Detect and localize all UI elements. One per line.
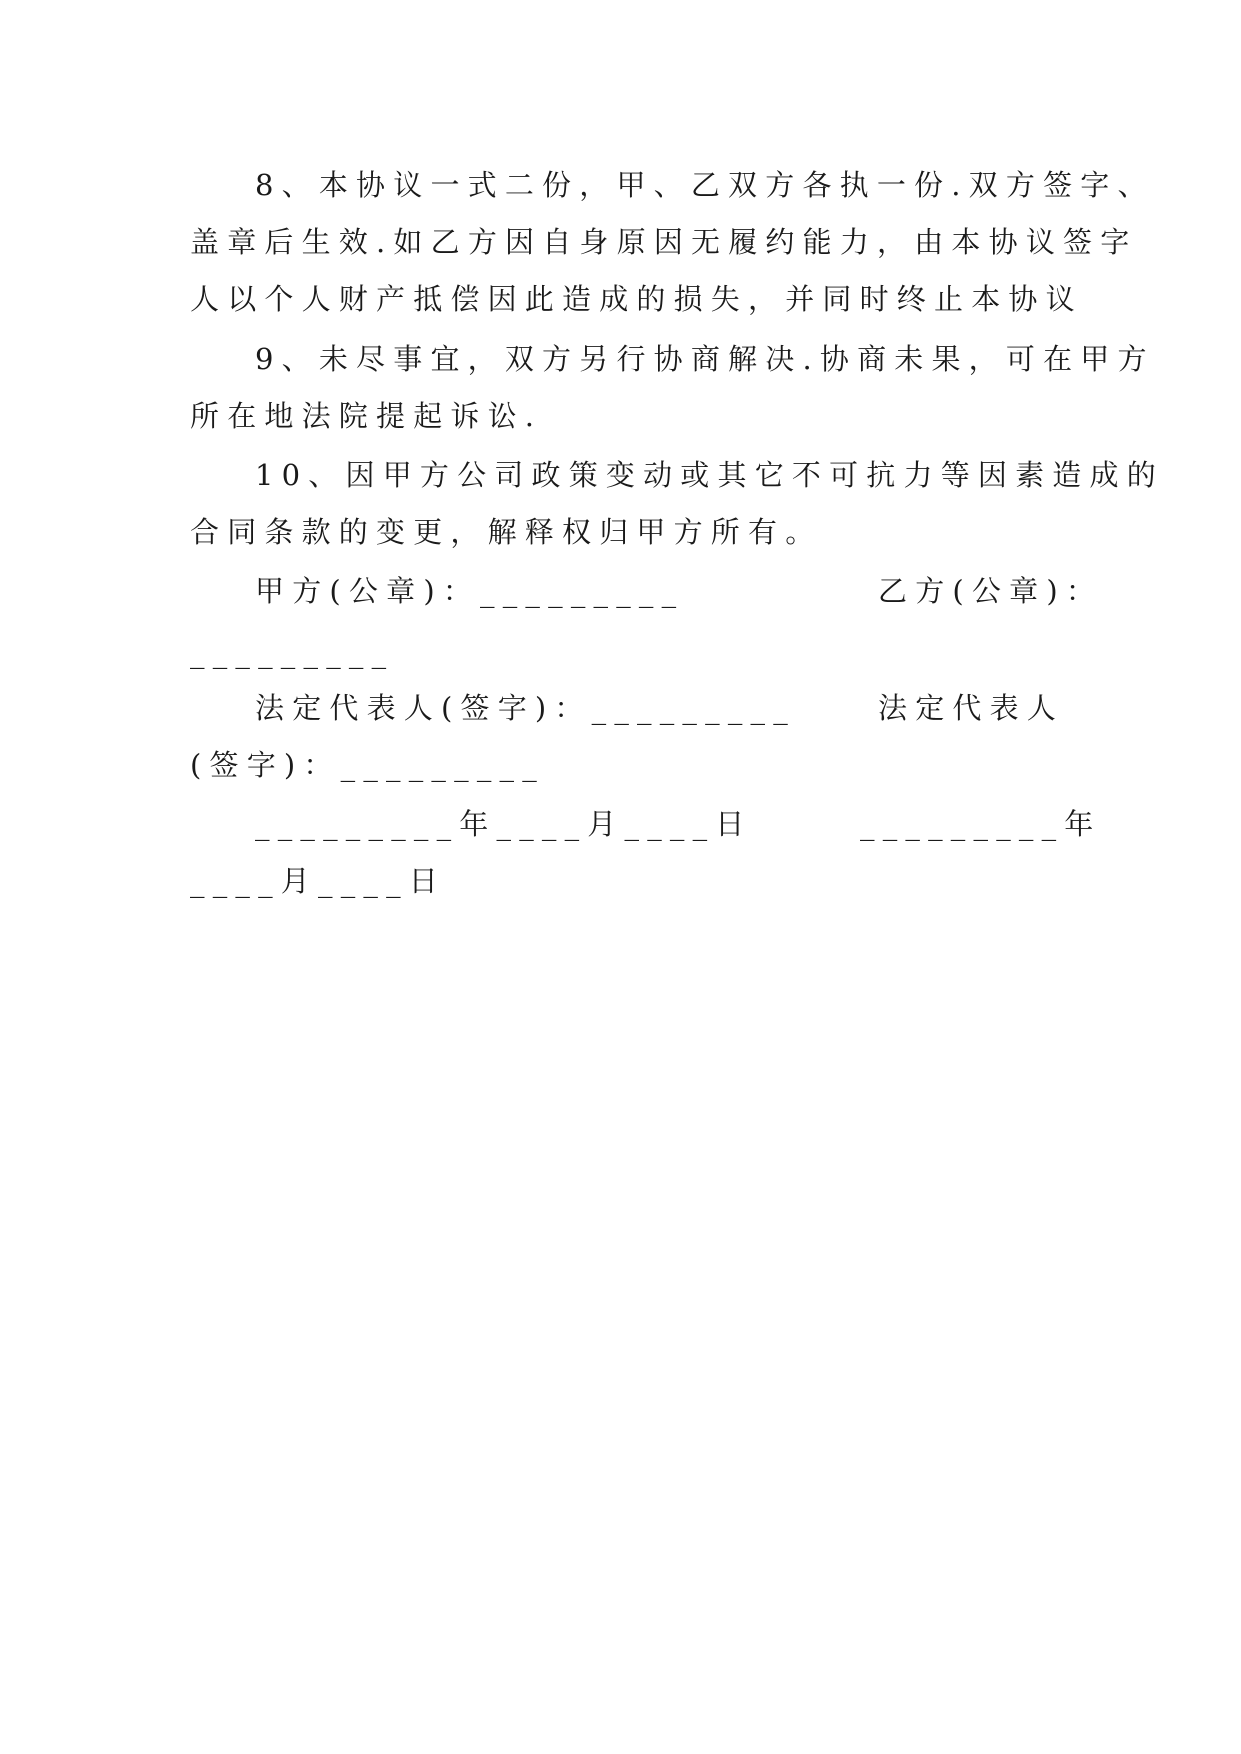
party-a-date-line: _________年____月____日 — [255, 807, 753, 841]
party-b-seal-blank: _________ — [190, 635, 395, 669]
clause-8-line-1: 8、本协议一式二份，甲、乙双方各执一份.双方签字、 — [255, 168, 1155, 202]
party-b-date-year: _________年 — [860, 807, 1102, 841]
clause-8-line-3: 人以个人财产抵偿因此造成的损失，并同时终止本协议 — [190, 282, 1083, 316]
party-b-representative-label: 法定代表人 — [878, 691, 1065, 725]
clause-9-line-1: 9、未尽事宜，双方另行协商解决.协商未果，可在甲方 — [255, 342, 1155, 376]
party-b-date-month-day: ____月____日 — [190, 864, 447, 898]
party-a-representative-line: 法定代表人(签字)：_________ — [255, 691, 796, 725]
party-a-seal-line: 甲方(公章)：_________ — [255, 574, 685, 608]
party-b-representative-signature: (签字)：_________ — [190, 748, 545, 782]
clause-9-line-2: 所在地法院提起诉讼. — [190, 399, 543, 433]
party-b-seal-label: 乙方(公章)： — [878, 574, 1104, 608]
clause-8-line-2: 盖章后生效.如乙方因自身原因无履约能力，由本协议签字 — [190, 225, 1138, 259]
clause-10-line-2: 合同条款的变更，解释权归甲方所有。 — [190, 515, 823, 549]
clause-10-line-1: 10、因甲方公司政策变动或其它不可抗力等因素造成的 — [255, 458, 1164, 492]
